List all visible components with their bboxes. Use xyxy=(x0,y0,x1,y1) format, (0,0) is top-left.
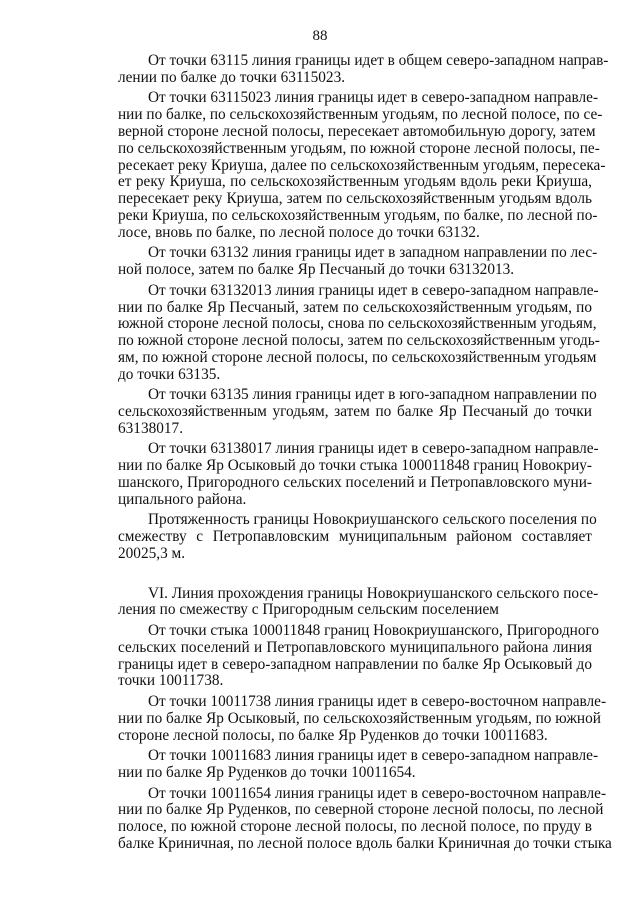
text-line: полосе, по южной стороне лесной полосы, по лесной полосе, по пруду в xyxy=(118,818,592,835)
text-line: ления по смежеству с Пригородным сельским поселением xyxy=(118,601,499,618)
text-line: нии по балке Яр Руденков, по северной стороне лесной полосы, по лесной xyxy=(118,801,604,818)
text-line: Протяженность границы Новокриушанского сельского поселения по xyxy=(148,511,597,528)
text-line: От точки 63132013 линия границы идет в северо-западном направле- xyxy=(148,282,599,299)
text-line: От точки 63115023 линия границы идет в северо-западном направле- xyxy=(148,89,599,106)
text-line: VI. Линия прохождения границы Новокриушанского сельского посе- xyxy=(148,585,599,602)
text-line: пересекает реку Криуша, затем по сельскохозяйственным угодьям вдоль xyxy=(118,190,592,207)
text-line: нии по балке, по сельскохозяйственным угодьям, по лесной полосе, по се- xyxy=(118,106,603,123)
text-line: ресекает реку Криуша, далее по сельскохозяйственным угодьям, пересека- xyxy=(118,157,606,174)
text-line: нии по балке Яр Осыковый до точки стыка 100011848 границ Новокриу- xyxy=(118,457,593,474)
text-line: балке Криничная, по лесной полосе вдоль балки Криничная до точки стыка xyxy=(118,835,612,852)
text-line: по южной стороне лесной полосы, затем по сельскохозяйственным угодь- xyxy=(118,332,600,349)
text-line: ям, по южной стороне лесной полосы, по сельскохозяйственным угодьям xyxy=(118,349,597,366)
text-line: сельскохозяйственным угодьям, затем по балке Яр Песчаный до точки xyxy=(118,403,592,420)
text-line: лении по балке до точки 63115023. xyxy=(118,69,346,86)
text-line: От точки 63138017 линия границы идет в северо-западном направле- xyxy=(148,440,599,457)
text-line: южной стороне лесной полосы, снова по сельскохозяйственным угодьям, xyxy=(118,315,597,332)
text-line: От точки 63115 линия границы идет в общем северо-западном направ- xyxy=(148,52,609,69)
text-line: реки Криуша, по сельскохозяйственным угодьям, по балке, по лесной по- xyxy=(118,207,598,224)
text-line: сельских поселений и Петропавловского муниципального района линия xyxy=(118,639,592,656)
text-line: нии по балке Яр Песчаный, затем по сельскохозяйственным угодьям, по xyxy=(118,299,592,316)
text-line: стороне лесной полосы, по балке Яр Руденков до точки 10011683. xyxy=(118,727,548,744)
text-line: От точки 10011683 линия границы идет в северо-западном направле- xyxy=(148,747,599,764)
text-line: 20025,3 м. xyxy=(118,545,186,562)
text-line: нии по балке Яр Осыковый, по сельскохозяйственным угодьям, по южной xyxy=(118,710,601,727)
text-line: ной полосе, затем по балке Яр Песчаный до точки 63132013. xyxy=(118,261,515,278)
text-line: От точки 10011738 линия границы идет в северо-восточном направле- xyxy=(148,693,607,710)
text-line: От точки 63135 линия границы идет в юго-западном направлении по xyxy=(148,386,597,403)
text-line: 63138017. xyxy=(118,420,184,437)
text-line: шанского, Пригородного сельских поселений и Петропавловского муни- xyxy=(118,474,593,491)
text-line: лосе, вновь по балке, по лесной полосе до точки 63132. xyxy=(118,224,480,241)
text-line: нии по балке Яр Руденков до точки 10011654. xyxy=(118,764,416,781)
text-line: по сельскохозяйственным угодьям, по южной стороне лесной полосы, пе- xyxy=(118,140,600,157)
text-line: От точки 10011654 линия границы идет в северо-восточном направле- xyxy=(148,785,607,802)
text-line: От точки 63132 линия границы идет в западном направлении по лес- xyxy=(148,244,598,261)
text-line: смежеству с Петропавловским муниципальным районом составляет xyxy=(118,528,592,545)
page-number: 88 xyxy=(312,28,328,44)
text-line: до точки 63135. xyxy=(118,366,221,383)
text-line: точки 10011738. xyxy=(118,672,224,689)
text-line: верной стороне лесной полосы, пересекает автомобильную дорогу, затем xyxy=(118,123,596,140)
text-line: От точки стыка 100011848 границ Новокриушанского, Пригородного xyxy=(148,622,600,639)
text-line: границы идет в северо-западном направлении по балке Яр Осыковый до xyxy=(118,656,592,673)
text-line: ципального района. xyxy=(118,491,247,508)
text-line: ет реку Криуша, по сельскохозяйственным угодьям вдоль реки Криуша, xyxy=(118,173,592,190)
